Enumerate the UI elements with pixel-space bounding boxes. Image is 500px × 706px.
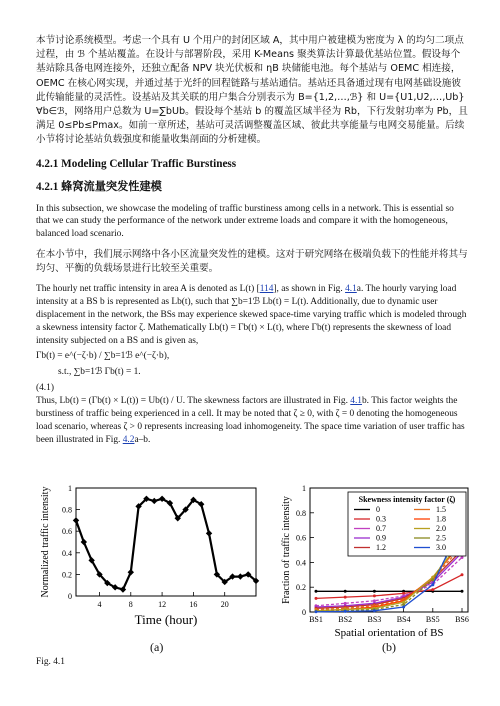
legend-label: 0.7 [376,524,386,533]
y-tick-label: 1 [302,484,306,493]
panel-a-label: (a) [150,640,164,654]
y-tick-label: 1 [68,484,72,493]
figure-caption: Fig. 4.1 [36,657,65,667]
legend-label: 0.3 [376,514,386,524]
y-tick-label: 0.8 [62,505,72,515]
data-point [373,609,376,612]
traffic-series-line [76,499,256,590]
paragraph-zh-2: 在本小节中，我们展示网络中各小区流量突发性的建模。这对于研究网络在极端负载下的性能并将其与均匀、平衡的负载场景进行比较至关重要。 [36,249,468,275]
data-point [431,588,434,591]
legend-label: 2.0 [436,524,446,533]
y-axis-label: Normalized traffic intensity [40,486,51,598]
x-tick-label: BS2 [338,615,353,624]
x-tick-label: 4 [97,600,102,609]
paragraph-en-1: In this subsection, we showcase the modeling of traffic burstiness among cells in a network. This is essential so that we can study the performance of the network under extreme loads and compare it with the homogeneous, balanced load scenario. [36,203,454,240]
x-tick-label: BS5 [425,615,440,624]
traffic-spatial-chart [280,480,470,640]
page-body [36,34,468,447]
data-point [73,517,79,523]
y-axis-label: Fraction of traffic intensity [281,496,292,604]
data-point [461,573,464,576]
paragraph-skewness [36,395,468,446]
x-tick-label: 8 [128,600,133,609]
x-axis-label: Spatial orientation of BS [334,627,444,639]
y-tick-label: 0.6 [296,533,306,543]
para4-text-b: b. This factor weights the burstiness of traffic being experienced in a cell. It may be noted that ζ ≥ 0, with ζ = 0 denoting the homogeneous load scenario, whereas ζ > 0 represents increasing load inhomogeneity. The space time variation of user traffic has been illustrated in Fig. [36,396,465,445]
intro-paragraph-zh: 本节讨论系统模型。考虑一个具有 U 个用户的封闭区域 A，其中用户被建模为密度为 λ 的均匀二项点过程，由 ℬ 个基站覆盖。在设计与部署阶段，采用 K-Means 聚类算法计算最优基站位置。假设每个基站除具备电网连接外，还独立配备 NPV 块光伏板和 ηB 块储能电池。每个基站与 OEMC 相连接，OEMC 在核心网实现，并通过基于光纤的回程链路与基站通信。基站还具备通过现有电网基础设施彼此传输能量的灵活性。设基站及其关联的用户集合分别表示为 B={1,2,…,ℬ} 和 U={U1,U2,…,Ub}∀b∈ℬ，网络用户总数为 U=∑bUb。假设每个基站 b 的覆盖区域半径为 Rb，下行发射功率为 Pb，且满足 0≤Pb≤Pmax。如前一章所述，基站可灵活调整覆盖区域、彼此共享能量与电网交易能量。后续小节将讨论基站负载强度和能量收集剖面的分析建模。 [36,35,468,146]
data-point [373,590,376,593]
data-point [431,578,434,581]
x-tick-label: BS1 [309,615,323,624]
legend-label: 0.9 [376,533,386,543]
x-tick-label: 12 [158,600,167,609]
data-point [344,590,347,593]
y-tick-label: 0.2 [62,570,72,580]
data-point [344,610,347,613]
x-tick-label: 16 [189,600,198,609]
data-point [128,569,134,575]
x-tick-label: BS6 [455,615,469,624]
x-tick-label: 20 [220,600,229,609]
para3-text-b: ], as shown in Fig. [273,284,346,295]
y-tick-label: 0.8 [296,508,306,518]
figure-link[interactable]: 4.1 [350,396,362,407]
equation-number: (4.1) [36,383,54,394]
data-point [237,573,243,579]
figure-link[interactable]: 4.2 [122,434,135,445]
legend-label: 1.5 [436,505,446,514]
figure-link[interactable]: 4.1 [345,284,357,295]
series-line [316,557,462,605]
data-point [431,583,434,586]
x-tick-label: BS3 [367,615,382,624]
panel-b-label: (b) [382,640,396,654]
y-tick-label: 0.4 [296,558,306,568]
data-point [81,539,87,545]
data-point [344,596,347,599]
series-line [316,575,462,599]
section-heading-en: 4.2.1 Modeling Cellular Traffic Burstiness [36,157,237,170]
data-point [373,594,376,597]
data-point [315,597,318,600]
series-line [316,553,462,608]
section-heading-zh: 4.2.1 蜂窝流量突发性建模 [36,180,162,193]
data-point [461,590,464,593]
traffic-time-chart [36,480,266,640]
y-tick-label: 0 [302,608,306,617]
y-tick-label: 0.6 [62,527,72,537]
equation-line-2: s.t., ∑b=1ℬ Γb(t) = 1. [58,367,141,378]
para3-text-a: The hourly net traffic intensity in area A is denoted as L(t) [ [36,284,260,295]
legend-label: 1.8 [436,514,446,524]
y-tick-label: 0.2 [296,583,306,593]
data-point [206,530,212,536]
data-point [315,610,318,613]
legend-label: 3.0 [436,543,446,552]
y-tick-label: 0.4 [62,548,72,558]
citation-link[interactable]: 114 [259,284,274,295]
para4-text-a: Thus, Lb(t) = (Γb(t) × L(t)) = Ub(t) / U. The skewness factors are illustrated in Fig. [36,396,351,407]
para4-text-c: a–b. [134,434,151,445]
data-point [402,606,405,609]
paragraph-traffic-intensity [36,283,468,347]
data-point [315,590,318,593]
legend-title: Skewness intensity factor (ζ) [358,495,456,504]
x-axis-label: Time (hour) [134,612,198,627]
x-tick-label: BS4 [396,615,411,624]
legend-label: 0 [376,505,380,514]
legend-label: 2.5 [436,533,446,543]
y-tick-label: 0 [68,592,72,601]
para3-text-c: a. The hourly varying load intensity at a BS b is represented as Lb(t), such that ∑b=1ℬ Lb(t) = L(t). Additionally, due to dynamic user displacement in the network, the BSs may experience skewed space-time varying traffic which is modeled through a skewness intensity factor ζ. Mathematically Lb(t) = Γb(t) × L(t), where Γb(t) represents the skewness of load intensity subjected on a BS and is given as, [36,284,467,346]
equation-line-1: Γb(t) = e^(−ζ·b) / ∑b=1ℬ e^(−ζ·b), [36,351,170,362]
data-point [151,498,157,504]
legend-label: 1.2 [376,543,386,552]
